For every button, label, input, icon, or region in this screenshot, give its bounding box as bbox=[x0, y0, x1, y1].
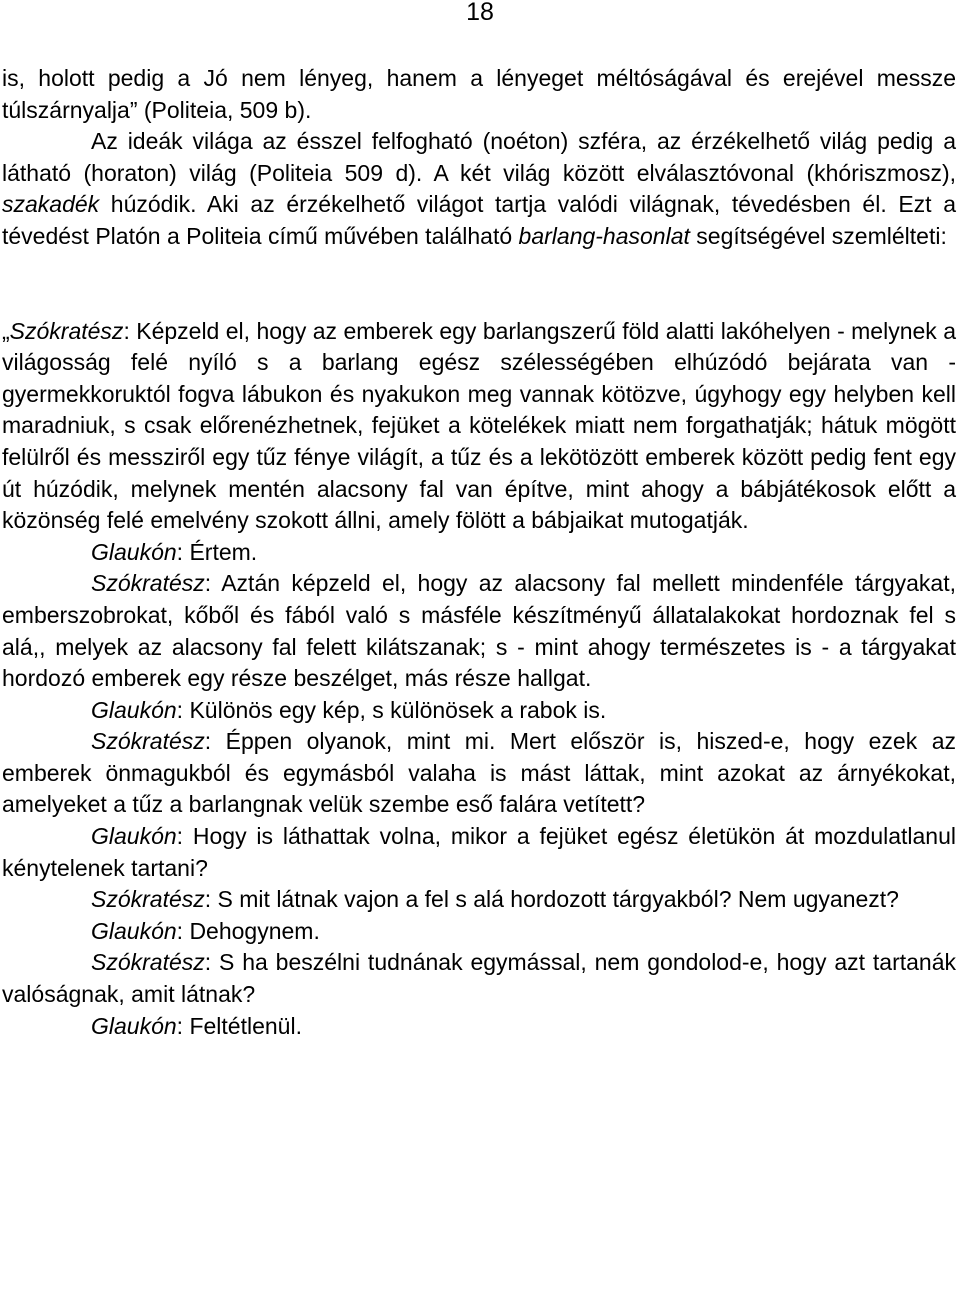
paragraph bbox=[2, 695, 956, 727]
text-run: : Feltétlenül. bbox=[176, 1012, 302, 1039]
paragraph bbox=[2, 126, 956, 252]
italic-text-run: Szókratész bbox=[91, 570, 205, 597]
italic-text-run: Glaukón bbox=[91, 696, 177, 723]
text-run: : Képzeld el, hogy az emberek egy barlangszerű föld alatti lakóhelyen - melynek a világosság felé nyíló s a barlang egész szélességében elhúzódó bejárata van - gyermekkoruktól fogva lábukon és nyakukon meg vannak kötözve, úgyhogy egy helyben kell maradniuk, s csak előrenézhetnek, fejüket a kötelékek miatt nem forgathatják; hátuk mögött felülről és messziről egy tűz fénye világít, a tűz és a lekötözött emberek között pedig fent egy út húzódik, melynek mentén alacsony fal van építve, mint ahogy a bábjátékosok előtt a közönség felé emelvény szokott állni, amely fölött a bábjaikat mutogatják. bbox=[2, 317, 956, 534]
text-run: húzódik. Aki az érzékelhető világot tartja valódi világnak, tévedésben él. Ezt a tévedést Platón a Politeia című művében található bbox=[2, 191, 956, 249]
text-run: : S mit látnak vajon a fel s alá hordozott tárgyakból? Nem ugyanezt? bbox=[204, 886, 899, 913]
paragraph bbox=[2, 63, 956, 126]
paragraph bbox=[2, 916, 956, 948]
italic-text-run: barlang-hasonlat bbox=[518, 222, 690, 249]
italic-text-run: Glaukón bbox=[91, 823, 177, 850]
text-run: : S ha beszélni tudnának egymással, nem gondolod-e, hogy azt tartanák valóságnak, amit látnak? bbox=[2, 949, 956, 1008]
page-number: 18 bbox=[466, 0, 494, 26]
text-run: is, holott pedig a Jó nem lényeg, hanem a lényeget méltóságával és erejével messze túlszárnyalja” (Politeia, 509 b). bbox=[2, 65, 956, 123]
document-body bbox=[2, 63, 956, 1042]
italic-text-run: Szókratész bbox=[91, 886, 205, 913]
text-run: : Értem. bbox=[176, 538, 258, 565]
italic-text-run: Glaukón bbox=[91, 538, 177, 565]
paragraph bbox=[2, 537, 956, 569]
text-run: : Hogy is láthattak volna, mikor a fejüket egész életükön át mozdulatlanul kénytelenek tartani? bbox=[2, 823, 956, 881]
paragraph bbox=[2, 1011, 956, 1043]
italic-text-run: Glaukón bbox=[91, 1012, 177, 1039]
italic-text-run: Szókratész bbox=[91, 728, 205, 755]
italic-text-run: Glaukón bbox=[91, 917, 177, 944]
paragraph bbox=[2, 947, 956, 1010]
italic-text-run: Szókratész bbox=[9, 317, 124, 344]
text-run: segítségével szemlélteti: bbox=[689, 222, 947, 249]
paragraph bbox=[2, 568, 956, 694]
text-run: : Dehogynem. bbox=[176, 917, 320, 944]
paragraph bbox=[2, 821, 956, 884]
text-run: : Különös egy kép, s különösek a rabok is. bbox=[176, 696, 607, 723]
text-run: „ bbox=[2, 317, 10, 344]
paragraph bbox=[2, 316, 956, 537]
italic-text-run: Szókratész bbox=[91, 949, 205, 976]
text-run: : Éppen olyanok, mint mi. Mert először is, hiszed-e, hogy ezek az emberek önmagukból és egymásból valaha is mást láttak, mint azokat az árnyékokat, amelyeket a tűz a barlangnak velük szembe eső falára vetített? bbox=[2, 728, 956, 818]
text-run: : Aztán képzeld el, hogy az alacsony fal mellett mindenféle tárgyakat, emberszobrokat, kőből és fából való s másféle készítményű állatalakokat hordoznak fel s alá,, melyek az alacsony fal felett kilátszanak; s - mint ahogy természetes is - a tárgyakat hordozó emberek egy része beszélget, más része hallgat. bbox=[2, 570, 956, 692]
paragraph bbox=[2, 726, 956, 821]
italic-text-run: szakadék bbox=[2, 191, 100, 218]
paragraph bbox=[2, 884, 956, 916]
text-run: Az ideák világa az ésszel felfogható (noéton) szféra, az érzékelhető világ pedig a látható (horaton) világ (Politeia 509 d). A két világ között elválasztóvonal (khóriszmosz), bbox=[2, 128, 956, 186]
